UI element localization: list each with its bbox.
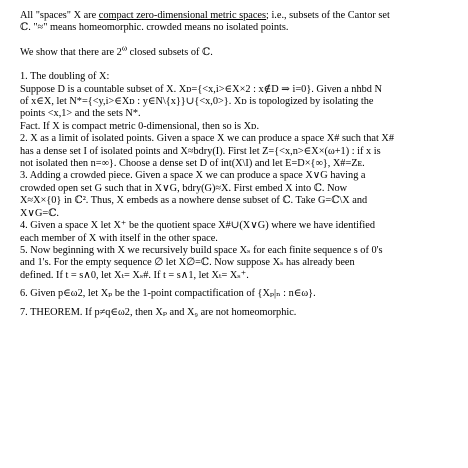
item-1-fact: Fact. If X is compact metric 0-dimensional, then so is Xᴅ. — [20, 120, 260, 132]
item-1-line-2: of x∈X, let N*={<y,i>∈Xᴅ : y∈N\{x}}∪{<x,0>}. Xᴅ is topologized by isolating the — [20, 96, 374, 108]
item-7-theorem: 7. THEOREM. If p≠q∈ω2, then Xₚ and X₉ are not homeomorphic. — [20, 306, 297, 318]
item-5-line-1: 5. Now beginning with X we recursively build space Xₛ for each finite sequence s of 0's — [20, 244, 383, 256]
item-1-title: 1. The doubling of X: — [20, 71, 110, 83]
item-2-line-1: 2. X as a limit of isolated points. Given a space X we can produce a space X# such that X# — [20, 133, 395, 145]
item-5-line-3: defined. If t = s∧0, let Xₜ= Xₛ#. If t = s∧1, let Xₜ= Xₛ⁺. — [20, 269, 249, 281]
item-1-line-1: Suppose D is a countable subset of X. Xᴅ={<x,i>∈X×2 : x∉D ⇒ i=0}. Given a nhbd N — [20, 83, 382, 95]
item-4-line-2: each member of X with itself in the other space. — [20, 232, 218, 244]
item-3-line-1: 3. Adding a crowded piece. Given a space X we can produce a space X∨G having a — [20, 170, 366, 182]
item-2-line-3: not isolated then n=∞}. Choose a dense set D of int(X\I) and let E=D×{∞}, X#=Zᴇ. — [20, 158, 365, 170]
compact-spaces-phrase: compact zero-dimensional metric spaces — [98, 10, 267, 21]
item-1-line-3: points <x,1> and the sets N*. — [20, 108, 141, 120]
item-4-line-1: 4. Given a space X let X⁺ be the quotient space X#∪(X∨G) where we have identified — [20, 220, 375, 232]
intro-line-2: ℂ. "≈" means homeomorphic. crowded means no isolated points. — [20, 22, 289, 34]
item-5-line-2: and 1's. For the empty sequence ∅ let X∅=ℂ. Now suppose Xₛ has already been — [20, 257, 355, 269]
item-3-line-2: crowded open set G such that in X∨G, bdry(G)≈X. First embed X into ℂ. Now — [20, 182, 348, 194]
item-6: 6. Given p∈ω2, let Xₚ be the 1-point compactification of {Xₚ|ₙ : n∈ω}. — [20, 288, 316, 300]
claim-line: We show that there are $2^\omega$ closed subsets of ℂ. — [20, 43, 213, 58]
item-2-line-2: has a dense set I of isolated points and X≈bdry(I). First let Z={<x,n>∈X×(ω+1) : if x is — [20, 145, 381, 157]
intro-line-1: All "spaces" X are compact zero-dimensional metric spaces; i.e., subsets of the Cantor set — [20, 10, 390, 21]
item-3-line-3: X≈X×{0} in ℂ². Thus, X embeds as a nowhere dense subset of ℂ. Take G=ℂ\X and — [20, 195, 368, 207]
item-3-line-4: X∨G=ℂ. — [20, 207, 59, 219]
